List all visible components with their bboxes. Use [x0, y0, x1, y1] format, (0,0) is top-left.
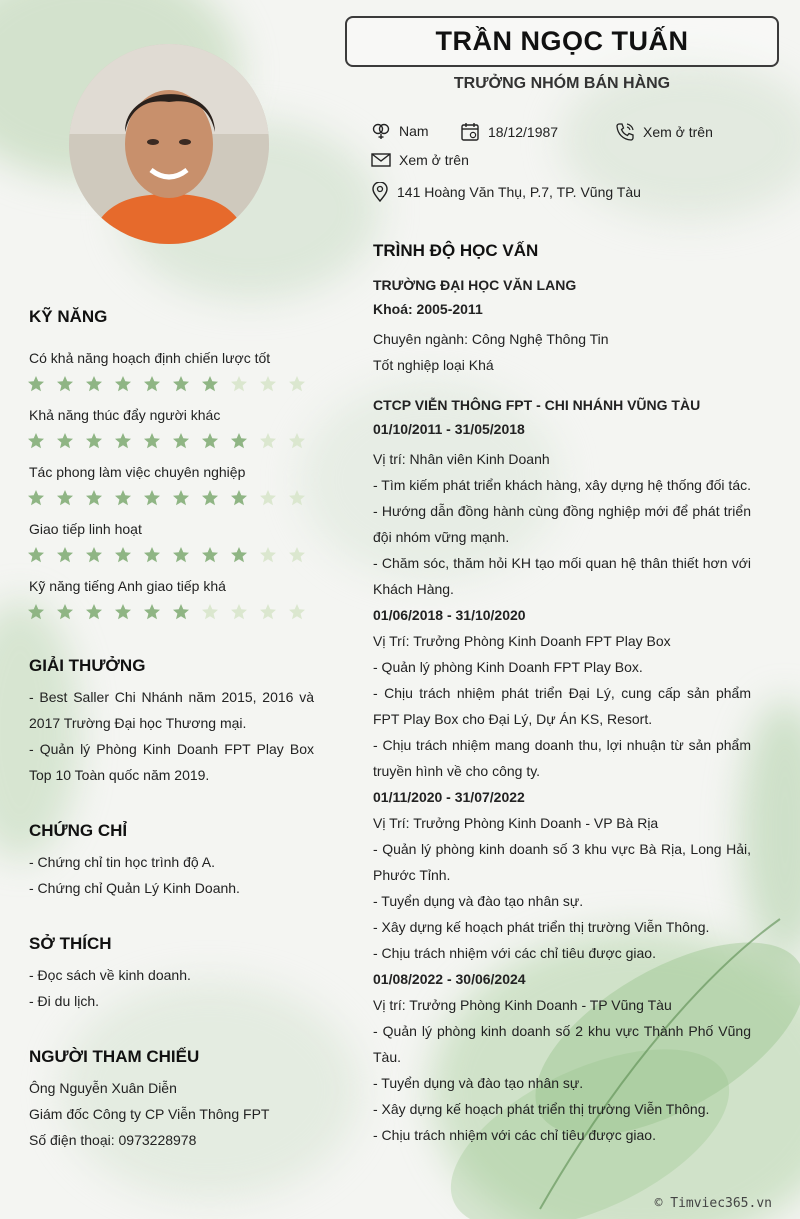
certificate-item: - Chứng chỉ tin học trình độ A.: [29, 854, 216, 870]
star-icon: [230, 545, 259, 565]
candidate-name: TRẦN NGỌC TUẤN: [345, 16, 779, 67]
job-role: Vị Trí: Trưởng Phòng Kinh Doanh - VP Bà Rịa: [373, 815, 659, 831]
reference-title: NGƯỜI THAM CHIẾU: [29, 1047, 200, 1066]
star-icon: [172, 488, 201, 508]
hobby-item: - Đi du lịch.: [29, 993, 100, 1009]
reference-position: Giám đốc Công ty CP Viễn Thông FPT: [29, 1106, 270, 1122]
phone-info: [615, 122, 713, 142]
job-duty: - Hướng dẫn đồng hành cùng đồng nghiệp mới để phát triển đội nhóm vững mạnh.: [373, 503, 751, 545]
job-duty: - Chịu trách nhiệm mang doanh thu, lợi nhuận từ sản phẩm truyền hình về cho công ty.: [373, 737, 751, 779]
star-icon: [114, 602, 143, 622]
star-icon: [201, 488, 230, 508]
job-period: 01/11/2020 - 31/07/2022: [373, 789, 525, 805]
job-role: Vị trí: Trưởng Phòng Kinh Doanh - TP Vũng Tàu: [373, 997, 672, 1013]
star-icon: [143, 431, 172, 451]
skill-label: Có khả năng hoạch định chiến lược tốt: [29, 350, 271, 366]
star-icon: [56, 431, 85, 451]
star-icon: [172, 545, 201, 565]
certificates-title: CHỨNG CHỈ: [29, 821, 128, 840]
job-title: TRƯỞNG NHÓM BÁN HÀNG: [453, 75, 671, 92]
school-name: TRƯỜNG ĐẠI HỌC VĂN LANG: [373, 277, 577, 293]
star-icon: [230, 431, 259, 451]
star-icon: [172, 602, 201, 622]
job-duty: - Tìm kiếm phát triển khách hàng, xây dựng hệ thống đối tác.: [373, 477, 751, 493]
hobby-item: - Đọc sách về kinh doanh.: [29, 967, 191, 983]
birthday-info: [460, 122, 558, 142]
reference-phone: Số điện thoại: 0973228978: [29, 1132, 197, 1148]
star-icon: [172, 431, 201, 451]
star-icon: [143, 374, 172, 394]
star-icon: [27, 374, 56, 394]
star-icon: [172, 374, 201, 394]
job-duty: - Chịu trách nhiệm phát triển Đại Lý, cung cấp sản phẩm FPT Play Box cho Đại Lý, Dự Án KS, Resort.: [373, 685, 751, 727]
star-icon: [143, 488, 172, 508]
star-icon: [56, 488, 85, 508]
reference-name: Ông Nguyễn Xuân Diễn: [29, 1080, 177, 1096]
job-duty: - Chịu trách nhiệm với các chỉ tiêu được giao.: [373, 1127, 656, 1143]
star-icon: [114, 431, 143, 451]
star-icon: [288, 488, 317, 508]
star-icon: [259, 431, 288, 451]
email-icon: [371, 152, 391, 168]
star-icon: [230, 374, 259, 394]
skills-title: KỸ NĂNG: [29, 307, 108, 326]
hobbies-title: SỞ THÍCH: [29, 934, 112, 953]
star-icon: [143, 602, 172, 622]
star-icon: [259, 374, 288, 394]
skill-label: Kỹ năng tiếng Anh giao tiếp khá: [29, 578, 226, 594]
skill-rating: [27, 545, 317, 565]
skill-label: Giao tiếp linh hoạt: [29, 521, 142, 537]
job-duty: - Tuyển dụng và đào tạo nhân sự.: [373, 893, 584, 909]
education-title: TRÌNH ĐỘ HỌC VẤN: [373, 241, 539, 260]
gender-value: Nam: [399, 123, 429, 139]
avatar: [69, 44, 269, 244]
footer-credit: © Timviec365.vn: [654, 1196, 772, 1211]
star-icon: [85, 374, 114, 394]
birthday-value: 18/12/1987: [488, 124, 559, 140]
star-icon: [143, 545, 172, 565]
school-major: Chuyên ngành: Công Nghệ Thông Tin: [373, 331, 609, 347]
star-icon: [288, 545, 317, 565]
star-icon: [230, 602, 259, 622]
calendar-icon: [460, 122, 480, 142]
job-duty: - Quản lý phòng kinh doanh số 2 khu vực Thành Phố Vũng Tàu.: [373, 1023, 751, 1065]
star-icon: [201, 602, 230, 622]
star-icon: [27, 431, 56, 451]
star-icon: [56, 545, 85, 565]
email-info: [371, 152, 469, 168]
job-role: Vị Trí: Trưởng Phòng Kinh Doanh FPT Play Box: [373, 633, 671, 649]
company-name: CTCP VIỄN THÔNG FPT - CHI NHÁNH VŨNG TÀU: [373, 397, 701, 413]
star-icon: [27, 545, 56, 565]
job-period: 01/08/2022 - 30/06/2024: [373, 971, 526, 987]
skill-rating: [27, 488, 317, 508]
star-icon: [56, 374, 85, 394]
star-icon: [56, 602, 85, 622]
job-duty: - Quản lý phòng Kinh Doanh FPT Play Box.: [373, 659, 643, 675]
job-duty: - Xây dựng kế hoạch phát triển thị trường Viễn Thông.: [373, 1101, 710, 1117]
star-icon: [201, 545, 230, 565]
job-duty: - Chăm sóc, thăm hỏi KH tạo mối quan hệ thân thiết hơn với Khách Hàng.: [373, 555, 751, 597]
gender-info: [371, 122, 429, 140]
email-value: Xem ở trên: [399, 152, 469, 168]
job-duty: - Quản lý phòng kinh doanh số 3 khu vực Bà Rịa, Long Hải, Phước Tỉnh.: [373, 841, 751, 883]
award-item: - Quản lý Phòng Kinh Doanh FPT Play Box Top 10 Toàn quốc năm 2019.: [29, 741, 314, 783]
job-period: 01/06/2018 - 31/10/2020: [373, 607, 526, 623]
star-icon: [288, 602, 317, 622]
star-icon: [27, 488, 56, 508]
school-period: Khoá: 2005-2011: [373, 301, 483, 317]
star-icon: [85, 431, 114, 451]
star-icon: [114, 374, 143, 394]
phone-value: Xem ở trên: [643, 124, 713, 140]
star-icon: [259, 602, 288, 622]
certificate-item: - Chứng chỉ Quản Lý Kinh Doanh.: [29, 880, 240, 896]
star-icon: [259, 545, 288, 565]
star-icon: [288, 374, 317, 394]
star-icon: [85, 488, 114, 508]
gender-icon: [371, 122, 391, 140]
job-period: 01/10/2011 - 31/05/2018: [373, 421, 525, 437]
school-grade: Tốt nghiệp loại Khá: [373, 357, 494, 373]
star-icon: [85, 545, 114, 565]
address-info: [371, 182, 641, 202]
star-icon: [201, 431, 230, 451]
star-icon: [114, 545, 143, 565]
address-value: 141 Hoàng Văn Thụ, P.7, TP. Vũng Tàu: [397, 184, 641, 200]
star-icon: [27, 602, 56, 622]
skill-label: Tác phong làm việc chuyên nghiệp: [29, 464, 246, 480]
skill-rating: [27, 374, 317, 394]
job-duty: - Tuyển dụng và đào tạo nhân sự.: [373, 1075, 584, 1091]
star-icon: [230, 488, 259, 508]
star-icon: [85, 602, 114, 622]
star-icon: [259, 488, 288, 508]
skill-label: Khả năng thúc đẩy người khác: [29, 407, 221, 423]
skill-rating: [27, 431, 317, 451]
star-icon: [114, 488, 143, 508]
phone-icon: [615, 122, 635, 142]
awards-title: GIẢI THƯỞNG: [29, 656, 146, 675]
job-role: Vị trí: Nhân viên Kinh Doanh: [373, 451, 550, 467]
job-duty: - Chịu trách nhiệm với các chỉ tiêu được giao.: [373, 945, 656, 961]
skill-rating: [27, 602, 317, 622]
award-item: - Best Saller Chi Nhánh năm 2015, 2016 và 2017 Trường Đại học Thương mại.: [29, 689, 314, 731]
location-pin-icon: [371, 182, 389, 202]
star-icon: [288, 431, 317, 451]
job-duty: - Xây dựng kế hoạch phát triển thị trường Viễn Thông.: [373, 919, 710, 935]
star-icon: [201, 374, 230, 394]
